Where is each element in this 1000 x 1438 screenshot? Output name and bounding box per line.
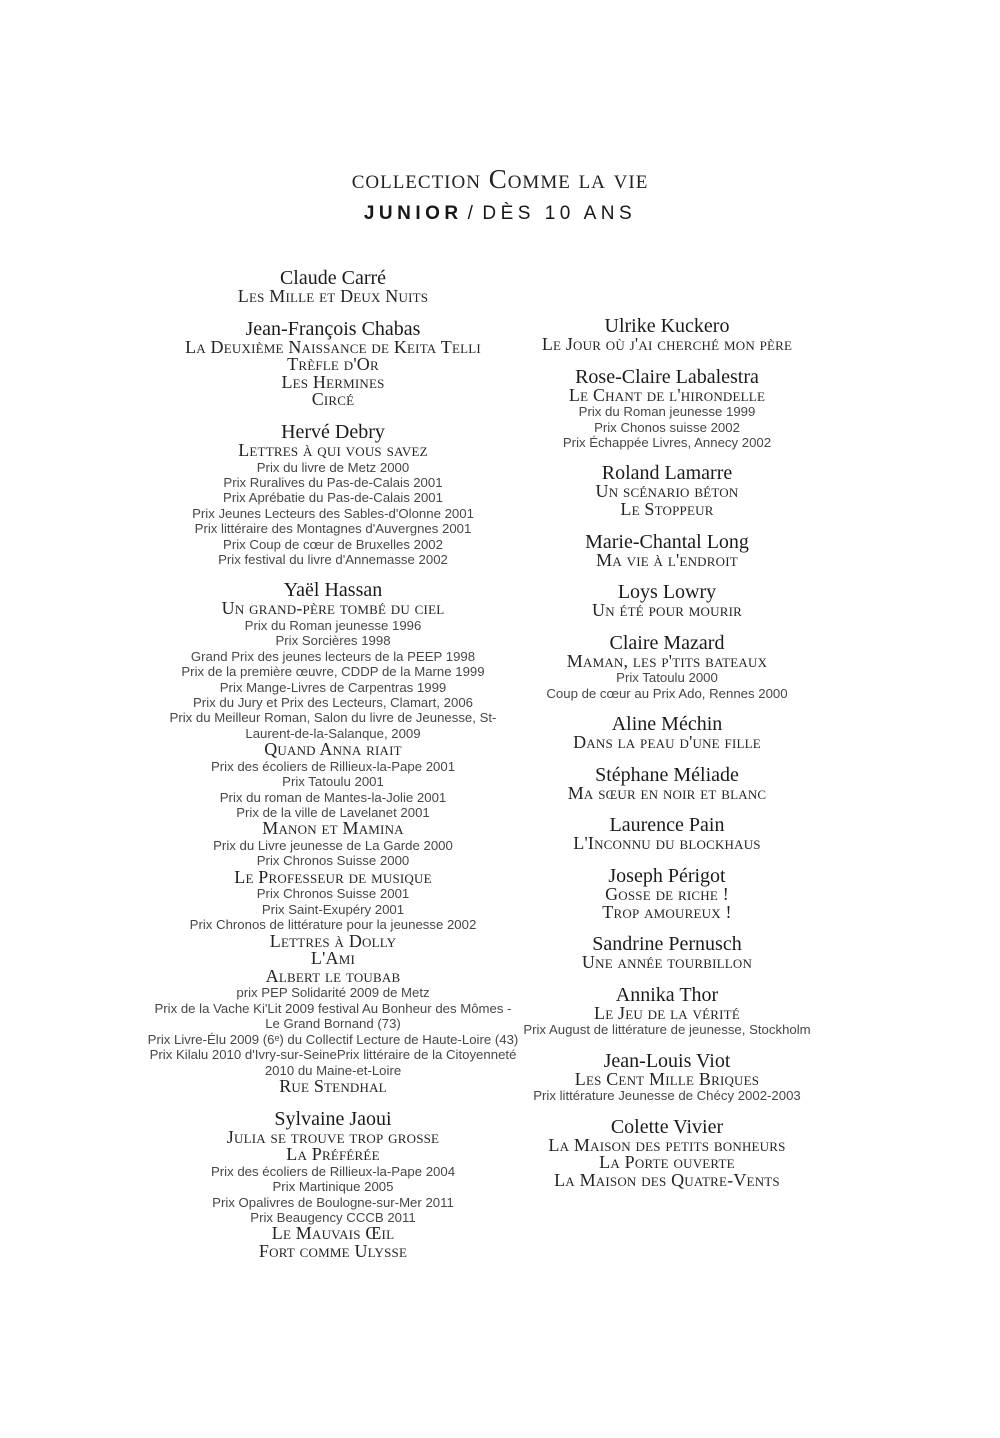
book-title: La Porte ouverte: [599, 1152, 735, 1173]
author-name: Aline Méchin: [611, 713, 723, 736]
prize-line: Prix des écoliers de Rillieux-la-Pape 2004: [210, 1163, 456, 1179]
book-title: Dans la peau d'une fille: [573, 732, 761, 753]
book-title: Julia se trouve trop grosse: [226, 1126, 440, 1147]
book-title: Gosse de riche !: [605, 883, 729, 904]
prize-line: prix PEP Solidarité 2009 de Metz: [236, 985, 430, 1001]
book-title: Circé: [311, 389, 355, 410]
author-section: [501, 1051, 833, 1104]
book-title: Le Professeur de musique: [234, 866, 432, 887]
prize-line: Prix Sorcières 1998: [275, 633, 391, 649]
book-title: Le Mauvais Œil: [271, 1223, 395, 1244]
author-name: Sylvaine Jaoui: [274, 1107, 392, 1130]
book-title: Un grand-père tombé du ciel: [221, 598, 445, 619]
book-title: Rue Stendhal: [279, 1075, 387, 1096]
author-name: Jean-François Chabas: [245, 317, 421, 340]
collection-name: Comme la vie: [488, 164, 649, 194]
book-title: Un scénario béton: [595, 481, 739, 502]
junior-label: JUNIOR: [363, 203, 463, 224]
author-name: Yaël Hassan: [283, 579, 383, 602]
author-name: Jean-Louis Viot: [603, 1049, 731, 1072]
author-name: Rose-Claire Labalestra: [575, 365, 759, 388]
book-title: Trop amoureux !: [602, 901, 732, 922]
prize-line: Prix du Roman jeunesse 1999: [578, 404, 756, 420]
author-name: Claude Carré: [279, 267, 387, 289]
prize-line: Prix Mange-Livres de Carpentras 1999: [219, 679, 447, 695]
prize-line: Prix Beaugency CCCB 2011: [250, 1209, 416, 1225]
prize-line: Prix Chonos suisse 2002: [594, 419, 740, 435]
collection-title: [0, 166, 1000, 193]
author-section: [501, 815, 833, 853]
prize-line: Coup de cœur au Prix Ado, Rennes 2000: [546, 685, 788, 701]
author-name: Hervé Debry: [281, 420, 385, 443]
prize-line: Prix de la première œuvre, CDDP de la Marne 1999: [181, 664, 485, 680]
author-name: Colette Vivier: [610, 1115, 724, 1138]
book-title: Un été pour mourir: [592, 600, 742, 621]
author-section: [147, 319, 519, 409]
prize-line: Prix Martinique 2005: [272, 1179, 394, 1195]
prize-line: Prix du Roman jeunesse 1996: [244, 618, 422, 633]
age-label: DÈS 10 ANS: [482, 203, 637, 224]
book-title: Les Hermines: [281, 371, 385, 392]
author-section: [501, 866, 833, 921]
book-title: L'Inconnu du blockhaus: [573, 833, 761, 854]
prize-line: Prix festival du livre d'Annemasse 2002: [218, 552, 448, 567]
author-section: [147, 580, 519, 1095]
prize-line: Prix Coup de cœur de Bruxelles 2002: [223, 536, 443, 552]
prize-line: Prix Opalivres de Boulogne-sur-Mer 2011: [212, 1194, 454, 1210]
book-title: Le Stoppeur: [620, 499, 714, 519]
book-title: La Maison des Quatre-Vents: [554, 1169, 780, 1190]
subtitle-separator: /: [467, 203, 478, 224]
author-section: [501, 463, 833, 518]
author-section: [501, 934, 833, 972]
book-title: La Maison des petits bonheurs: [548, 1134, 786, 1155]
prize-line: Prix littérature Jeunesse de Chécy 2002-2003: [533, 1088, 801, 1104]
collection-header: [0, 166, 1000, 223]
prize-line: Prix du livre de Metz 2000: [256, 459, 410, 475]
prize-line: Prix du roman de Mantes-la-Jolie 2001: [219, 789, 447, 805]
book-title: Le Jeu de la vérité: [594, 1002, 740, 1023]
prize-line: Prix du Meilleur Roman, Salon du livre de Jeunesse, St-Laurent-de-la-Salanque, 2009: [169, 710, 497, 741]
author-section: [501, 532, 833, 570]
book-title: Lettres à qui vous savez: [238, 439, 428, 460]
author-section: [501, 582, 833, 620]
book-title: Ma sœur en noir et blanc: [567, 782, 767, 803]
prize-line: Prix August de littérature de jeunesse, Stockholm: [523, 1022, 811, 1038]
author-section: [147, 268, 519, 306]
collection-subtitle: [0, 204, 1000, 223]
book-title: Lettres à Dolly: [269, 930, 397, 951]
prize-line: Prix Kilalu 2010 d'Ivry-sur-SeinePrix littéraire de la Citoyenneté 2010 du Maine-et-Loire: [149, 1047, 517, 1078]
author-section: [147, 422, 519, 567]
author-name: Annika Thor: [615, 983, 719, 1006]
book-title: Les Mille et Deux Nuits: [237, 286, 429, 306]
prize-line: Prix Ruralives du Pas-de-Calais 2001: [223, 474, 443, 490]
author-name: Ulrike Kuckero: [604, 315, 730, 337]
collection-prefix: collection: [351, 164, 481, 194]
book-title: Le Jour où j'ai cherché mon père: [541, 334, 793, 354]
author-name: Laurence Pain: [609, 814, 725, 837]
author-name: Claire Mazard: [609, 631, 725, 654]
prize-line: Prix de la ville de Lavelanet 2001: [236, 805, 430, 821]
author-section: [501, 765, 833, 803]
book-title: Fort comme Ulysse: [258, 1240, 408, 1261]
author-name: Roland Lamarre: [601, 462, 733, 485]
prize-line: Prix de la Vache Ki'Lit 2009 festival Au Bonheur des Mômes - Le Grand Bornand (73): [154, 1000, 512, 1032]
book-title: La Préférée: [286, 1144, 380, 1165]
book-title: Les Cent Mille Briques: [574, 1068, 760, 1089]
column-right: [501, 316, 833, 1203]
book-title: Une année tourbillon: [581, 952, 753, 973]
author-name: Joseph Périgot: [608, 864, 726, 887]
prize-line: Prix Jeunes Lecteurs des Sables-d'Olonne 2001: [192, 505, 474, 521]
prize-line: Prix Livre-Élu 2009 (6ᵉ) du Collectif Lecture de Haute-Loire (43): [147, 1031, 519, 1047]
prize-line: Prix Échappée Livres, Annecy 2002: [562, 435, 772, 450]
prize-line: Prix Aprébatie du Pas-de-Calais 2001: [223, 490, 443, 506]
book-title: L'Ami: [310, 948, 356, 969]
author-name: Marie-Chantal Long: [585, 530, 749, 553]
book-title: Quand Anna riait: [264, 739, 402, 760]
author-section: [501, 985, 833, 1038]
book-title: La Deuxième Naissance de Keita Telli: [185, 336, 481, 357]
author-section: [501, 633, 833, 701]
author-name: Stéphane Méliade: [595, 763, 739, 786]
prize-line: Prix Chronos Suisse 2001: [256, 886, 410, 902]
author-section: [147, 1109, 519, 1261]
prize-line: Prix des écoliers de Rillieux-la-Pape 2001: [210, 758, 456, 774]
prize-line: Prix Tatoulu 2000: [616, 670, 718, 686]
book-title: Manon et Mamina: [262, 818, 404, 839]
prize-line: Prix du Jury et Prix des Lecteurs, Clamart, 2006: [193, 695, 473, 711]
book-title: Albert le toubab: [265, 965, 401, 986]
column-left: [147, 268, 519, 1274]
book-title: Ma vie à l'endroit: [596, 549, 738, 570]
author-section: [501, 367, 833, 451]
book-title: Trèfle d'Or: [287, 354, 379, 375]
author-name: Sandrine Pernusch: [592, 933, 742, 956]
prize-line: Prix Chronos Suisse 2000: [256, 853, 410, 869]
prize-line: Prix Tatoulu 2001: [282, 774, 384, 790]
author-section: [501, 1117, 833, 1190]
prize-line: Prix Saint-Exupéry 2001: [261, 901, 405, 917]
prize-line: Prix littéraire des Montagnes d'Auvergnes 2001: [194, 521, 472, 537]
prize-line: Prix Chronos de littérature pour la jeunesse 2002: [189, 917, 477, 933]
author-section: [501, 714, 833, 752]
author-name: Loys Lowry: [617, 581, 717, 604]
author-section: [501, 316, 833, 354]
book-title: Le Chant de l'hirondelle: [568, 384, 766, 405]
prize-line: Prix du Livre jeunesse de La Garde 2000: [213, 838, 453, 854]
prize-line: Grand Prix des jeunes lecteurs de la PEEP 1998: [190, 648, 476, 664]
book-title: Maman, les p'tits bateaux: [566, 650, 768, 671]
